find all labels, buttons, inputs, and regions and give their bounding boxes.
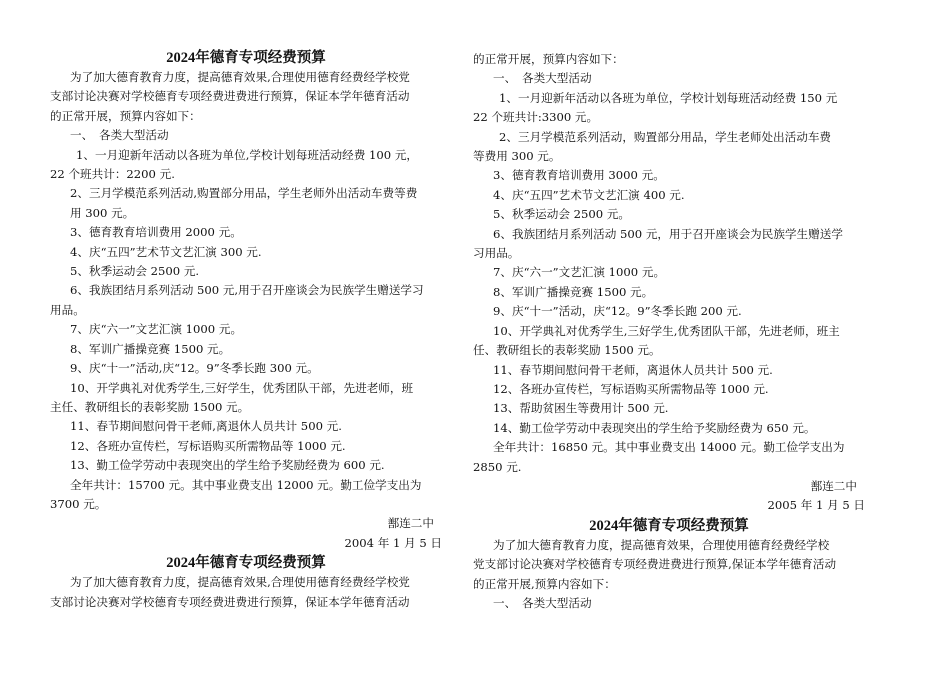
budget-item: 3、德育教育培训费用 2000 元。 — [70, 225, 242, 240]
total-line: 全年共计：16850 元。其中事业费支出 14000 元。勤工俭学支出为 — [493, 440, 845, 455]
left-column — [50, 48, 442, 612]
school-name: 鄯连二中 — [387, 516, 434, 531]
budget-item-cont: 22 个班共计：2200 元. — [50, 167, 175, 182]
total-line: 2850 元. — [473, 459, 522, 474]
total-line: 全年共计：15700 元。其中事业费支出 12000 元。勤工俭学支出为 — [70, 477, 422, 492]
budget-item: 1、一月迎新年活动以各班为单位,学校计划每班活动经费 100 元， — [76, 147, 419, 162]
budget-item: 2、三月学模范系列活动,购置部分用品，学生老师外出活动车费等费 — [70, 186, 418, 201]
budget-item: 10、开学典礼对优秀学生,三好学生,优秀团队干部，先进老师，班主 — [493, 323, 840, 338]
intro-line: 支部讨论决赛对学校德育专项经费进费进行预算，保证本学年德育活动 — [50, 594, 410, 609]
budget-item: 9、庆“十一”活动，庆“12。9”冬季长跑 200 元. — [493, 304, 742, 319]
budget-item: 6、我族团结月系列活动 500 元，用于召开座谈会为民族学生赠送学 — [493, 226, 843, 241]
budget-item: 13、勤工俭学劳动中表现突出的学生给予奖励经费为 600 元. — [70, 458, 385, 473]
budget-item: 2、三月学模范系列活动，购置部分用品，学生老师处出活动车费 — [499, 129, 832, 144]
budget-item: 8、军训广播操竞赛 1500 元。 — [493, 284, 654, 299]
budget-item: 9、庆“十一”活动,庆“12。9”冬季长跑 300 元。 — [70, 361, 319, 376]
budget-item: 6、我族团结月系列活动 500 元,用于召开座谈会为民族学生赠送学习 — [70, 283, 424, 298]
intro-line: 党支部讨论决赛对学校德育专项经费进费进行预算,保证本学年德育活动 — [473, 557, 837, 572]
budget-item: 7、庆“六一”文艺汇演 1000 元。 — [70, 322, 243, 337]
section-heading: 一、 各类大型活动 — [70, 128, 169, 143]
budget-item-cont: 等费用 300 元。 — [473, 149, 561, 164]
right-column — [473, 50, 865, 613]
doc-date: 2004 年 1 月 5 日 — [344, 535, 442, 550]
budget-item: 11、春节期间慰问骨干老师,离退休人员共计 500 元. — [70, 419, 342, 434]
budget-item: 10、开学典礼对优秀学生,三好学生，优秀团队干部，先进老师，班 — [70, 380, 414, 395]
budget-item: 13、帮助贫困生等费用计 500 元. — [493, 401, 669, 416]
doc-title: 2024年德育专项经费预算 — [166, 50, 326, 66]
budget-item: 5、秋季运动会 2500 元. — [70, 264, 200, 279]
doc-title: 2024年德育专项经费预算 — [166, 555, 326, 572]
budget-item: 8、军训广播操竞赛 1500 元。 — [70, 341, 231, 356]
intro-line: 为了加大德育教育力度，提高德育效果,合理使用德育经费经学校党 — [70, 70, 410, 84]
budget-item: 5、秋季运动会 2500 元。 — [493, 207, 631, 222]
section-heading: 一、 各类大型活动 — [493, 595, 592, 610]
intro-line: 的正常开展，预算内容如下： — [50, 108, 201, 123]
budget-item: 4、庆“五四”艺术节文艺汇演 300 元. — [70, 244, 262, 259]
budget-item-cont: 习用品。 — [473, 246, 520, 261]
budget-item: 12、各班办宣传栏，写标语购买所需物品等 1000 元. — [70, 438, 346, 453]
budget-item: 11、春节期间慰问骨干老师，离退休人员共计 500 元. — [493, 362, 773, 377]
intro-line: 的正常开展，预算内容如下： — [473, 52, 624, 66]
intro-line: 为了加大德育教育力度，提高德育效果，合理使用德育经费经学校 — [493, 537, 830, 552]
budget-item-cont: 用品。 — [50, 302, 85, 317]
school-name: 鄯连二中 — [810, 478, 857, 493]
intro-line: 为了加大德育教育力度，提高德育效果,合理使用德育经费经学校党 — [70, 575, 410, 590]
intro-line: 支部讨论决赛对学校德育专项经费进费进行预算，保证本学年德育活动 — [50, 89, 410, 104]
intro-line: 的正常开展,预算内容如下： — [473, 576, 616, 591]
budget-item-cont: 22 个班共计:3300 元。 — [473, 110, 599, 125]
budget-item-cont: 主任、教研组长的表彰奖励 1500 元。 — [50, 399, 250, 414]
budget-item: 1、一月迎新年活动以各班为单位，学校计划每班活动经费 150 元 — [499, 90, 838, 105]
budget-item: 14、勤工俭学劳动中表现突出的学生给予奖励经费为 650 元。 — [493, 420, 816, 435]
doc-title: 2024年德育专项经费预算 — [589, 517, 749, 534]
budget-item: 12、各班办宣传栏，写标语购买所需物品等 1000 元. — [493, 381, 769, 396]
budget-item: 4、庆“五四”艺术节文艺汇演 400 元. — [493, 187, 685, 202]
budget-item-cont: 用 300 元。 — [70, 205, 135, 220]
section-heading: 一、 各类大型活动 — [493, 71, 592, 86]
budget-item: 3、德育教育培训费用 3000 元。 — [493, 168, 665, 183]
budget-item-cont: 任、教研组长的表彰奖励 1500 元。 — [473, 343, 661, 358]
doc-date: 2005 年 1 月 5 日 — [767, 498, 865, 513]
budget-item: 7、庆“六一”文艺汇演 1000 元。 — [493, 265, 666, 280]
total-line: 3700 元。 — [50, 496, 107, 511]
